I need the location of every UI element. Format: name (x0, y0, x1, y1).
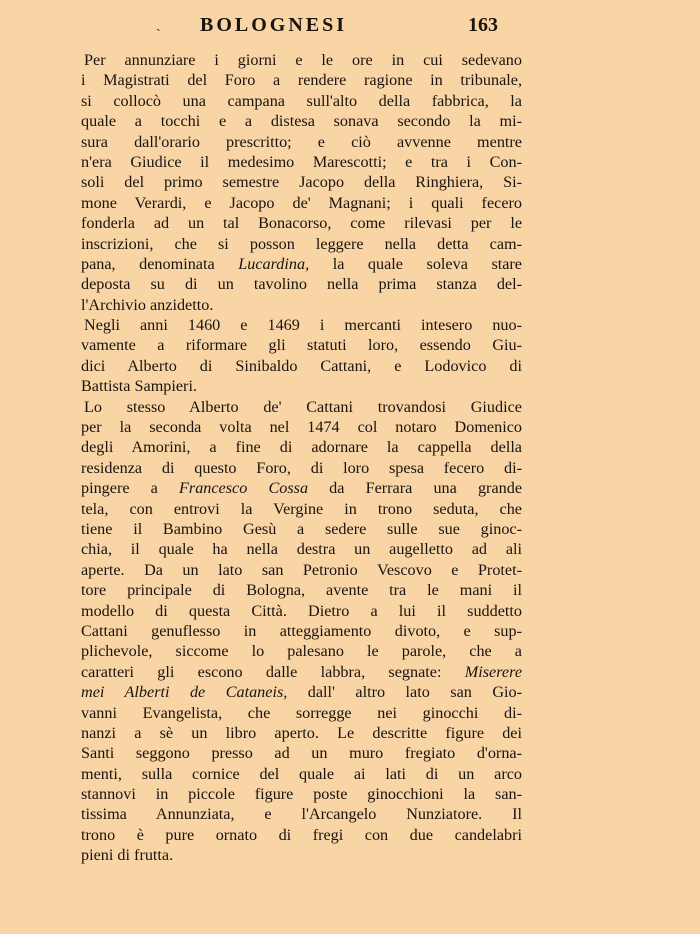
text-line: modello di questa Città. Dietro a lui il suddetto (81, 601, 522, 620)
text-line: chia, il quale ha nella destra un augelletto ad ali (81, 540, 522, 559)
text-line: pana, denominata Lucardina, la quale soleva stare (81, 254, 522, 273)
italic-phrase: Lucardina, (238, 254, 310, 273)
text-line: per la seconda volta nel 1474 col notaro Domenico (81, 418, 522, 437)
italic-phrase: mei Alberti de Cataneis, (81, 683, 288, 702)
italic-phrase: Francesco Cossa (179, 479, 309, 498)
text-line: caratteri gli escono dalle labbra, segnate: Miserere (81, 662, 522, 681)
text-line: Per annunziare i giorni e le ore in cui sedevano (84, 51, 522, 69)
text-line: tore principale di Bologna, avente tra le mani il (81, 581, 522, 600)
text-line: nanzi a sè un libro aperto. Le descritte figure dei (81, 723, 522, 742)
text-line: Lo stesso Alberto de' Cattani trovandosi Giudice (84, 397, 522, 416)
text-line: dici Alberto di Sinibaldo Cattani, e Lodovico di (81, 356, 522, 375)
text-line: pieni di frutta. (81, 846, 174, 865)
text-line: vanni Evangelista, che sorregge nei ginocchi di- (81, 703, 522, 722)
text-line: Santi seggono presso ad un muro fregiato d'orna- (81, 744, 522, 763)
text-line: si collocò una campana sull'alto della fabbrica, la (81, 91, 522, 110)
text-line: degli Amorini, a fine di adornare la cappella della (81, 438, 522, 457)
text-line: plichevole, siccome lo palesano le parole, che a (81, 642, 522, 661)
text-line: i Magistrati del Foro a rendere ragione in tribunale, (81, 71, 522, 90)
text-line: tiene il Bambino Gesù a sedere sulle sue ginoc- (81, 519, 522, 538)
text-line: tela, con entrovi la Vergine in trono seduta, che (81, 499, 522, 518)
text-line: Cattani genuflesso in atteggiamento divoto, e sup- (81, 621, 522, 640)
text-line: residenza di questo Foro, di loro spesa fecero di- (81, 458, 522, 477)
text-line: sura dall'orario prescritto; e ciò avvenne mentre (81, 132, 522, 151)
text-line: Negli anni 1460 e 1469 i mercanti intesero nuo- (84, 316, 522, 335)
paragraph (81, 50, 522, 315)
text-line: fonderla ad un tal Bonacorso, come rilevasi per le (81, 214, 522, 233)
text-line: mone Verardi, e Jacopo de' Magnani; i quali fecero (81, 193, 522, 212)
paragraph (81, 397, 523, 866)
text-line: n'era Giudice il medesimo Marescotti; e tra i Con- (81, 152, 522, 171)
text-line: aperte. Da un lato san Petronio Vescovo e Protet- (81, 560, 522, 579)
text-line: trono è pure ornato di fregi con due candelabri (81, 825, 522, 844)
running-title: BOLOGNESI (200, 14, 348, 36)
header-mark: ˎ (156, 16, 161, 32)
text-line: Battista Sampieri. (81, 377, 197, 396)
text-line: menti, sulla cornice del quale ai lati di un arco (81, 764, 522, 783)
page-header (0, 14, 700, 44)
text-line: quale a tocchi e a distesa sonava secondo la mi- (81, 112, 522, 131)
page-number: 163 (468, 14, 498, 36)
text-line: pingere a Francesco Cossa da Ferrara una grande (81, 479, 523, 498)
text-line: tissima Annunziata, e l'Arcangelo Nunziatore. Il (81, 805, 522, 824)
text-line: deposta su di un tavolino nella prima stanza del- (81, 275, 522, 294)
text-line: inscrizioni, che si posson leggere nella detta cam- (81, 234, 522, 253)
text-line: l'Archivio anzidetto. (81, 295, 214, 314)
italic-phrase: Miserere (464, 662, 522, 681)
text-line: stannovi in piccole figure poste ginocchioni la san- (81, 785, 522, 804)
text-line: vamente a riformare gli statuti loro, essendo Giu- (81, 336, 522, 355)
text-line: soli del primo semestre Jacopo della Ringhiera, Si- (81, 173, 522, 192)
body-text (81, 50, 523, 866)
paragraph (81, 315, 522, 397)
text-line: mei Alberti de Cataneis, dall' altro lato san Gio- (81, 683, 522, 702)
